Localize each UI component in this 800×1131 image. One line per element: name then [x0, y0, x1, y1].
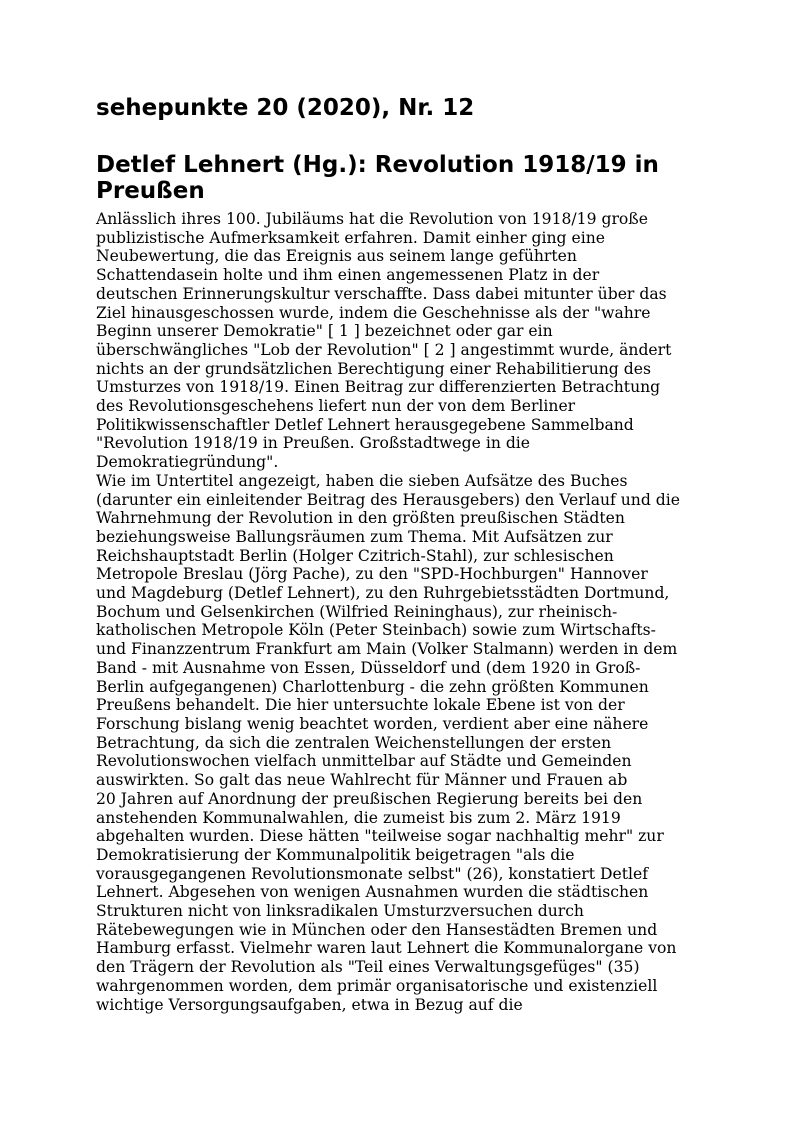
body-line: und Magdeburg (Detlef Lehnert), zu den Ruhrgebietsstädten Dortmund,: [96, 584, 670, 603]
document-page: [96, 93, 716, 1014]
body-line: 20 Jahren auf Anordnung der preußischen Regierung bereits bei den: [96, 789, 643, 808]
body-line: katholischen Metropole Köln (Peter Steinbach) sowie zum Wirtschafts-: [96, 621, 656, 640]
body-line: Revolutionswochen vielfach unmittelbar auf Städte und Gemeinden: [96, 752, 632, 771]
body-line: beziehungsweise Ballungsräumen zum Thema. Mit Aufsätzen zur: [96, 527, 613, 546]
body-line: vorausgegangenen Revolutionsmonate selbst" (26), konstatiert Detlef: [96, 864, 648, 883]
body-line: Ziel hinausgeschossen wurde, indem die Geschehnisse als der "wahre: [96, 303, 651, 322]
body-line: "Revolution 1918/19 in Preußen. Großstadtwege in die: [96, 434, 531, 453]
body-line: Beginn unserer Demokratie" [ 1 ] bezeichnet oder gar ein: [96, 322, 553, 341]
body-line: anstehenden Kommunalwahlen, die zumeist bis zum 2. März 1919: [96, 808, 621, 827]
body-line: überschwängliches "Lob der Revolution" [ 2 ] angestimmt wurde, ändert: [96, 340, 672, 359]
body-line: nichts an der grundsätzlichen Berechtigung einer Rehabilitierung des: [96, 359, 651, 378]
article-body: [96, 210, 716, 1014]
body-line: den Trägern der Revolution als "Teil eines Verwaltungsgefüges" (35): [96, 958, 640, 977]
body-line: des Revolutionsgeschehens liefert nun der von dem Berliner: [96, 397, 576, 416]
body-line: abgehalten wurden. Diese hätten "teilweise sogar nachhaltig mehr" zur: [96, 827, 664, 846]
body-line: auswirkten. So galt das neue Wahlrecht für Männer und Frauen ab: [96, 771, 628, 790]
body-line: Lehnert. Abgesehen von wenigen Ausnahmen wurden die städtischen: [96, 883, 649, 902]
article-title-line: Preußen: [96, 178, 205, 204]
body-line: und Finanzzentrum Frankfurt am Main (Volker Stalmann) werden in dem: [96, 640, 678, 659]
body-line: Band - mit Ausnahme von Essen, Düsseldorf und (dem 1920 in Groß-: [96, 658, 641, 677]
body-line: Rätebewegungen wie in München oder den Hansestädten Bremen und: [96, 920, 658, 939]
article-title-line: Detlef Lehnert (Hg.): Revolution 1918/19 in: [96, 152, 659, 178]
body-line: Anlässlich ihres 100. Jubiläums hat die Revolution von 1918/19 große: [96, 210, 648, 228]
body-line: Strukturen nicht von linksradikalen Umsturzversuchen durch: [96, 902, 584, 921]
body-line: Hamburg erfasst. Vielmehr waren laut Lehnert die Kommunalorgane von: [96, 939, 677, 958]
body-line: Betrachtung, da sich die zentralen Weichenstellungen der ersten: [96, 733, 612, 752]
body-line: Schattendasein holte und ihm einen angemessenen Platz in der: [96, 266, 600, 285]
body-line: Preußens behandelt. Die hier untersuchte lokale Ebene ist von der: [96, 696, 625, 715]
body-line: (darunter ein einleitender Beitrag des Herausgebers) den Verlauf und die: [96, 490, 680, 509]
body-line: Reichshauptstadt Berlin (Holger Czitrich-Stahl), zur schlesischen: [96, 546, 614, 565]
body-line: Wie im Untertitel angezeigt, haben die sieben Aufsätze des Buches: [96, 471, 628, 490]
body-line: Demokratisierung der Kommunalpolitik beigetragen "als die: [96, 845, 575, 864]
body-line: Bochum und Gelsenkirchen (Wilfried Reininghaus), zur rheinisch-: [96, 602, 618, 621]
body-line: Umsturzes von 1918/19. Einen Beitrag zur differenzierten Betrachtung: [96, 378, 661, 397]
body-line: Demokratiegründung".: [96, 453, 279, 472]
article-title: [96, 152, 716, 204]
issue-title: sehepunkte 20 (2020), Nr. 12: [96, 95, 475, 121]
body-line: publizistische Aufmerksamkeit erfahren. Damit einher ging eine: [96, 228, 605, 247]
body-line: Berlin aufgegangenen) Charlottenburg - die zehn größten Kommunen: [96, 677, 649, 696]
body-line: Politikwissenschaftler Detlef Lehnert herausgegebene Sammelband: [96, 415, 634, 434]
body-line: wichtige Versorgungsaufgaben, etwa in Bezug auf die: [96, 995, 523, 1014]
body-line: Wahrnehmung der Revolution in den größten preußischen Städten: [96, 509, 625, 528]
body-line: wahrgenommen worden, dem primär organisatorische und existenziell: [96, 976, 658, 995]
body-line: Metropole Breslau (Jörg Pache), zu den "SPD-Hochburgen" Hannover: [96, 565, 648, 584]
body-line: Neubewertung, die das Ereignis aus seinem lange geführten: [96, 247, 577, 266]
body-line: Forschung bislang wenig beachtet worden, verdient aber eine nähere: [96, 714, 649, 733]
body-line: deutschen Erinnerungskultur verschaffte. Dass dabei mitunter über das: [96, 284, 667, 303]
